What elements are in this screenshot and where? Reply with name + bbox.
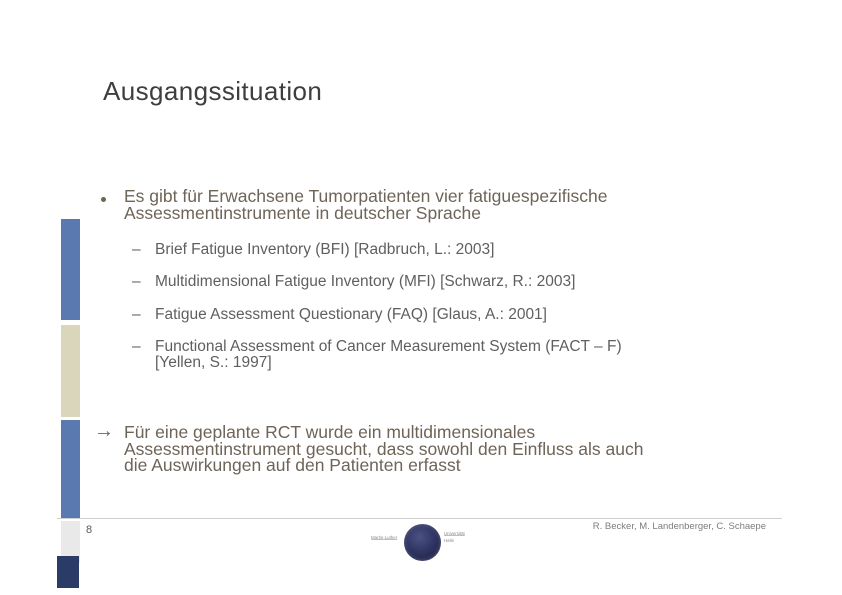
page-number: 8 [86, 524, 93, 536]
authors-credit: R. Becker, M. Landenberger, C. Schaepe [592, 521, 766, 532]
sub-bullet-dash: – [132, 241, 141, 258]
sub-bullet-dash: – [132, 273, 141, 290]
logo-right-text-line2: Halle [444, 538, 455, 543]
sub-bullet-line: Fatigue Assessment Questionary (FAQ) [Glaus, A.: 2001] [155, 306, 547, 323]
university-seal-icon [404, 524, 441, 561]
bullet-dot-icon [101, 197, 106, 202]
logo-right-text-line1: Universität [444, 531, 465, 536]
sidebar-block-beige [61, 325, 80, 417]
sub-bullet-dash: – [132, 338, 141, 355]
bullet-line: Es gibt für Erwachsene Tumorpatienten vier fatiguespezifische [124, 186, 608, 206]
sub-bullet-dash: – [132, 306, 141, 323]
logo-left-text: Martin-Luther [371, 535, 398, 540]
sidebar-block-blue-top [61, 219, 80, 320]
sub-bullet-line: Functional Assessment of Cancer Measurement System (FACT – F) [155, 338, 622, 355]
sub-bullet-line: Brief Fatigue Inventory (BFI) [Radbruch, L.: 2003] [155, 241, 495, 258]
sidebar-block-blue-bottom [61, 420, 80, 518]
conclusion-line: Für eine geplante RCT wurde ein multidimensionales [124, 422, 536, 442]
conclusion-line: die Auswirkungen auf den Patienten erfasst [124, 455, 461, 475]
sub-bullet-line: Multidimensional Fatigue Inventory (MFI) [Schwarz, R.: 2003] [155, 273, 576, 290]
sub-bullet-line: [Yellen, S.: 1997] [155, 354, 272, 371]
sidebar-block-navy [57, 556, 79, 588]
slide-title: Ausgangssituation [103, 76, 323, 106]
footer-divider [57, 518, 782, 519]
bullet-line: Assessmentinstrumente in deutscher Sprache [124, 203, 481, 223]
arrow-icon: → [94, 420, 114, 442]
conclusion-line: Assessmentinstrument gesucht, dass sowohl den Einfluss als auch [124, 439, 644, 459]
